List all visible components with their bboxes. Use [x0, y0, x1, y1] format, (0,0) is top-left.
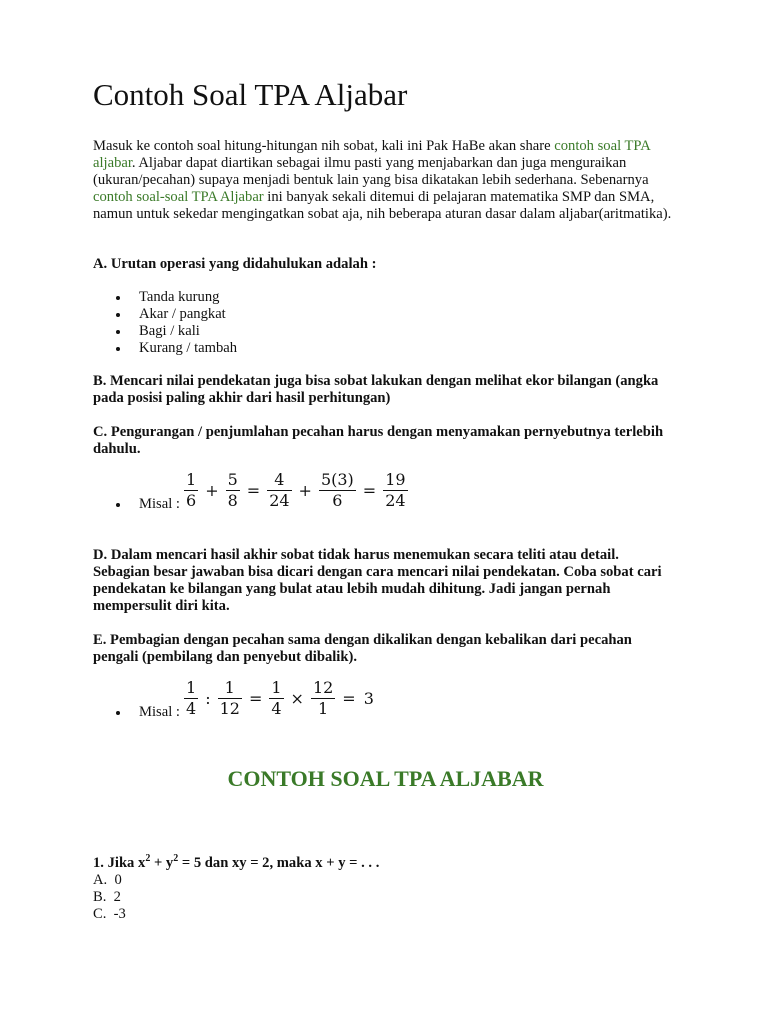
- operation-order-list: [93, 289, 237, 357]
- list-item: [93, 306, 237, 323]
- numerator: 1: [186, 678, 197, 697]
- formula-e: [181, 678, 378, 719]
- intro-text-2: . Aljabar dapat diartikan sebagai ilmu pasti yang menjabarkan dan juga menguraikan (ukuran/pecahan) supaya menjadi bentuk lain yang bisa dikatakan lebih sederhana. Sebenarnya: [93, 155, 649, 188]
- operator: +: [298, 481, 312, 500]
- list-item-label: Bagi / kali: [139, 323, 200, 339]
- section-subtitle: CONTOH SOAL TPA ALJABAR: [227, 766, 544, 791]
- answer-option-b: B. 2: [93, 889, 121, 905]
- answer-option-a: A. 0: [93, 872, 122, 888]
- denominator: 12: [219, 699, 240, 718]
- operator: =: [246, 481, 261, 500]
- operator: +: [205, 481, 219, 500]
- fraction: [319, 470, 356, 511]
- bullet-icon: [116, 296, 120, 300]
- denominator: 6: [332, 491, 343, 510]
- denominator: 6: [186, 491, 197, 510]
- page-title: Contoh Soal TPA Aljabar: [93, 77, 408, 112]
- numerator: 5: [227, 470, 238, 489]
- operator: =: [248, 689, 263, 708]
- numerator: 1: [271, 678, 282, 697]
- list-item-label: Tanda kurung: [139, 289, 220, 305]
- question-1: [93, 855, 379, 872]
- denominator: 8: [227, 491, 238, 510]
- fraction: [383, 470, 407, 511]
- section-a-heading: A. Urutan operasi yang didahulukan adalah :: [93, 256, 377, 272]
- section-e-heading: E. Pembagian dengan pecahan sama dengan dikalikan dengan kebalikan dari pecahan pengali (pembilang dan penyebut dibalik).: [93, 632, 632, 665]
- fraction: [311, 678, 335, 719]
- question-text-2: + y: [150, 855, 174, 871]
- intro-paragraph: [93, 138, 678, 223]
- fraction: [184, 470, 198, 511]
- list-item: [93, 340, 237, 357]
- question-text-1: 1. Jika x: [93, 855, 146, 871]
- denominator: 24: [269, 491, 290, 510]
- numerator: 1: [186, 470, 197, 489]
- misal-label: Misal :: [139, 704, 180, 720]
- fraction: [267, 470, 291, 511]
- section-c-heading: C. Pengurangan / penjumlahan pecahan harus dengan menyamakan pernyebutnya terlebih dahulu.: [93, 424, 664, 457]
- numerator: 19: [385, 470, 406, 489]
- numerator: 4: [274, 470, 285, 489]
- list-item: [93, 323, 237, 340]
- fraction: [269, 678, 283, 719]
- fraction: [218, 678, 242, 719]
- result-value: 3: [363, 689, 374, 708]
- operator: :: [205, 689, 211, 708]
- denominator: 24: [385, 491, 406, 510]
- bullet-icon: [116, 330, 120, 334]
- section-d-text: D. Dalam mencari hasil akhir sobat tidak harus menemukan secara teliti atau detail. Sebagian besar jawaban bisa dicari dengan cara mencari nilai pendekatan. Coba sobat cari pendekatan ke bilangan yang bulat atau lebih mudah dihitung. Jadi jangan pernah mempersulit diri kita.: [93, 547, 662, 614]
- list-item-label: Akar / pangkat: [139, 306, 226, 322]
- numerator: 1: [224, 678, 235, 697]
- formula-c: [181, 470, 411, 511]
- numerator: 12: [312, 678, 334, 697]
- list-item: [93, 289, 237, 306]
- link-contoh-soal-tpa-aljabar[interactable]: contoh soal TPA aljabar: [93, 138, 650, 171]
- misal-label: Misal :: [139, 496, 180, 512]
- bullet-icon: [116, 503, 120, 507]
- denominator: 1: [318, 699, 329, 718]
- answer-options: [93, 872, 126, 923]
- superscript: 2: [173, 853, 179, 865]
- operator: ×: [290, 689, 304, 708]
- list-item-label: Kurang / tambah: [139, 340, 238, 356]
- denominator: 4: [186, 699, 197, 718]
- bullet-icon: [116, 711, 120, 715]
- intro-text-3: ini banyak sekali ditemui di pelajaran matematika SMP dan SMA, namun untuk sekedar mengingatkan sobat aja, nih beberapa aturan dasar dalam aljabar(aritmatika).: [93, 189, 672, 222]
- superscript: 2: [145, 853, 151, 865]
- bullet-icon: [116, 313, 120, 317]
- bullet-icon: [116, 347, 120, 351]
- answer-option-c: C. -3: [93, 906, 126, 922]
- link-contoh-soal-soal-tpa-aljabar[interactable]: contoh soal-soal TPA Aljabar: [93, 189, 264, 205]
- fraction: [226, 470, 240, 511]
- operator: =: [342, 689, 356, 708]
- operator: =: [362, 481, 377, 500]
- denominator: 4: [271, 699, 282, 718]
- fraction: [184, 678, 198, 719]
- question-text-3: = 5 dan xy = 2, maka x + y = . . .: [178, 855, 380, 871]
- intro-text-1: Masuk ke contoh soal hitung-hitungan nih sobat, kali ini Pak HaBe akan share: [93, 138, 555, 154]
- section-b-text: B. Mencari nilai pendekatan juga bisa sobat lakukan dengan melihat ekor bilangan (angka pada posisi paling akhir dari hasil perhitungan): [93, 373, 659, 406]
- numerator: 5(3): [320, 470, 354, 489]
